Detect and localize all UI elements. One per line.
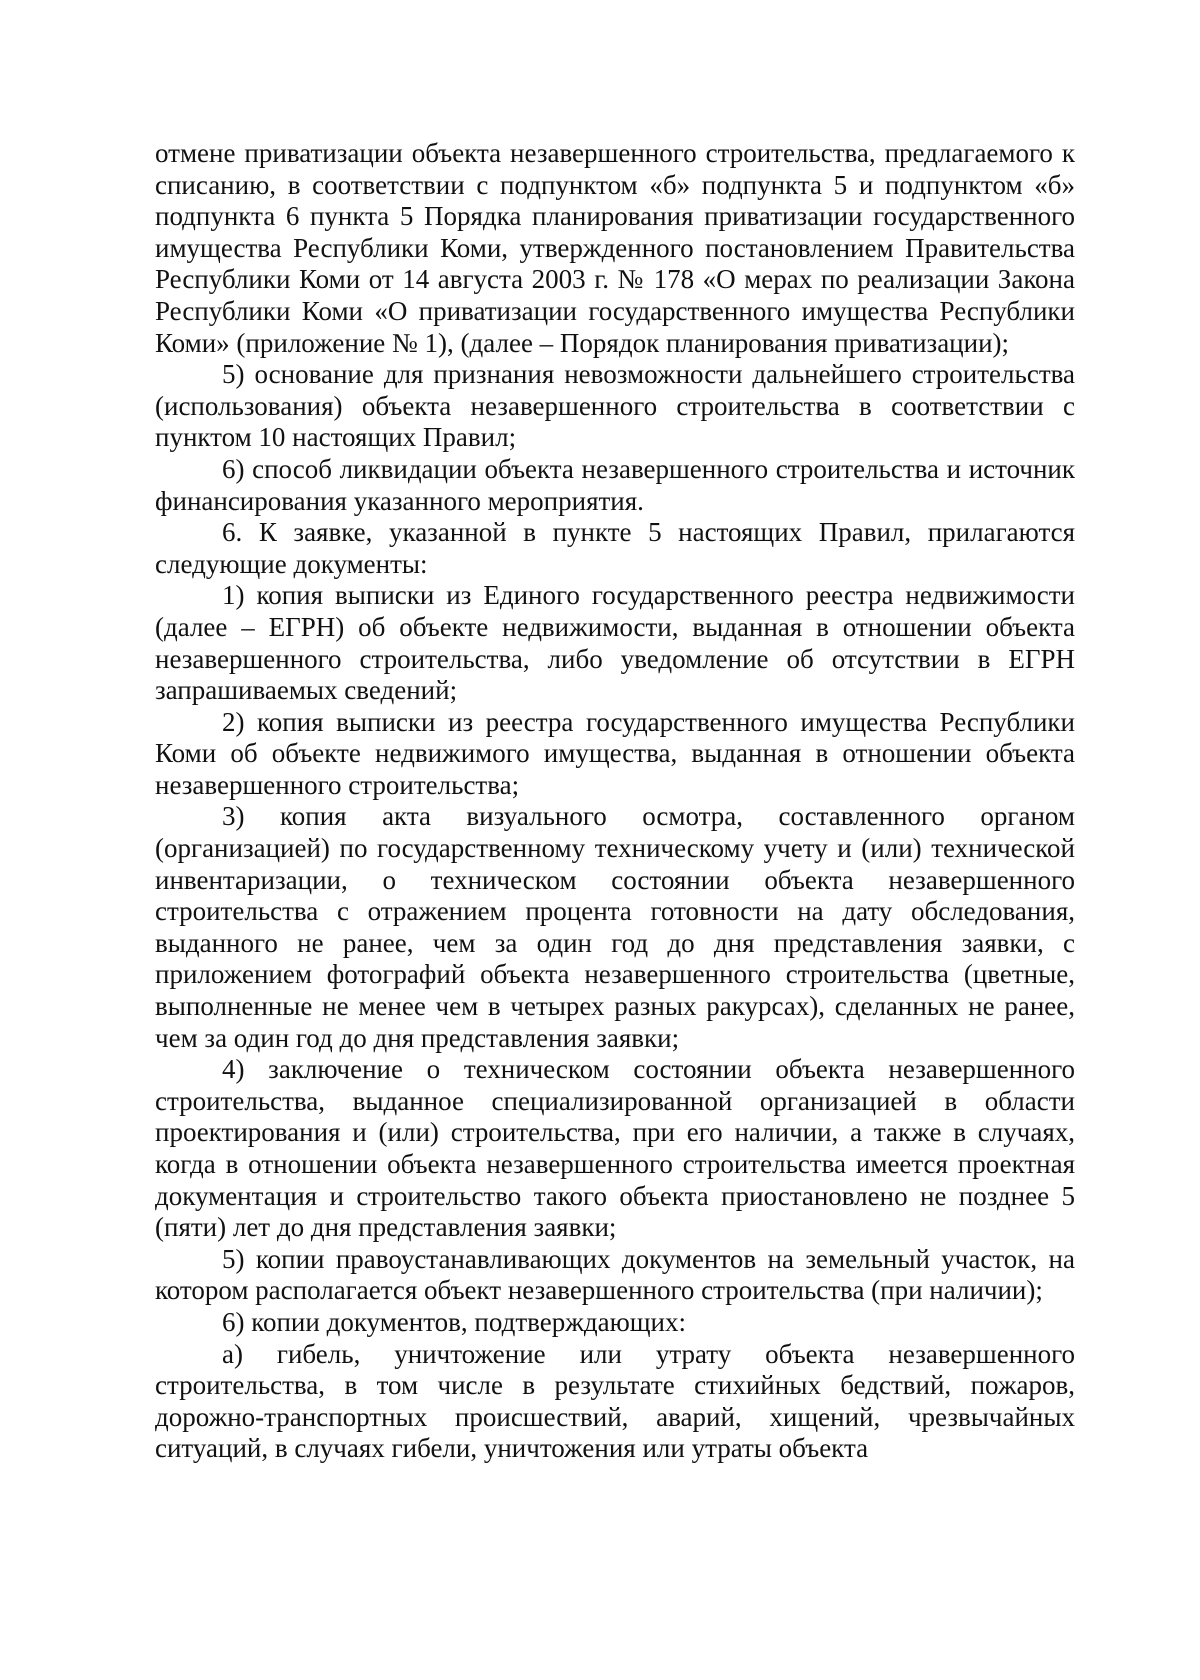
paragraph-item-5: 5) основание для признания невозможности дальнейшего строительства (использования) объекта незавершенного строительства в соответствии с пунктом 10 настоящих Правил; xyxy=(155,359,1075,453)
paragraph-doc-5: 5) копии правоустанавливающих документов на земельный участок, на котором располагается объект незавершенного строительства (при наличии); xyxy=(155,1243,1075,1306)
paragraph-doc-4: 4) заключение о техническом состоянии объекта незавершенного строительства, выданное специализированной организацией в области проектирования и (или) строительства, при его наличии, а также в случаях, когда в отношении объекта незавершенного строительства имеется проектная документация и строительство такого объекта приостановлено не позднее 5 (пяти) лет до дня представления заявки; xyxy=(155,1054,1075,1243)
paragraph-doc-2: 2) копия выписки из реестра государственного имущества Республики Коми об объекте недвижимого имущества, выданная в отношении объекта незавершенного строительства; xyxy=(155,706,1075,800)
document-body xyxy=(155,138,1075,1465)
paragraph-doc-3: 3) копия акта визуального осмотра, составленного органом (организацией) по государственному техническому учету и (или) технической инвентаризации, о техническом состоянии объекта незавершенного строительства с отражением процента готовности на дату обследования, выданного не ранее, чем за один год до дня представления заявки, с приложением фотографий объекта незавершенного строительства (цветные, выполненные не менее чем в четырех разных ракурсах), сделанных не ранее, чем за один год до дня представления заявки; xyxy=(155,801,1075,1053)
paragraph-section-6: 6. К заявке, указанной в пункте 5 настоящих Правил, прилагаются следующие документы: xyxy=(155,517,1075,579)
paragraph-doc-6a: а) гибель, уничтожение или утрату объекта незавершенного строительства, в том числе в результате стихийных бедствий, пожаров, дорожно-транспортных происшествий, аварий, хищений, чрезвычайных ситуаций, в случаях гибели, уничтожения или утраты объекта xyxy=(155,1338,1075,1464)
paragraph-doc-6: 6) копии документов, подтверждающих: xyxy=(222,1306,686,1337)
paragraph-doc-1: 1) копия выписки из Единого государственного реестра недвижимости (далее – ЕГРН) об объекте недвижимости, выданная в отношении объекта незавершенного строительства, либо уведомление об отсутствии в ЕГРН запрашиваемых сведений; xyxy=(155,580,1075,706)
paragraph-continuation: отмене приватизации объекта незавершенного строительства, предлагаемого к списанию, в соответствии с подпунктом «б» подпункта 5 и подпунктом «б» подпункта 6 пункта 5 Порядка планирования приватизации государственного имущества Республики Коми, утвержденного постановлением Правительства Республики Коми от 14 августа 2003 г. № 178 «О мерах по реализации Закона Республики Коми «О приватизации государственного имущества Республики Коми» (приложение № 1), (далее – Порядок планирования приватизации); xyxy=(155,138,1075,358)
paragraph-item-6: 6) способ ликвидации объекта незавершенного строительства и источник финансирования указанного мероприятия. xyxy=(155,453,1075,516)
